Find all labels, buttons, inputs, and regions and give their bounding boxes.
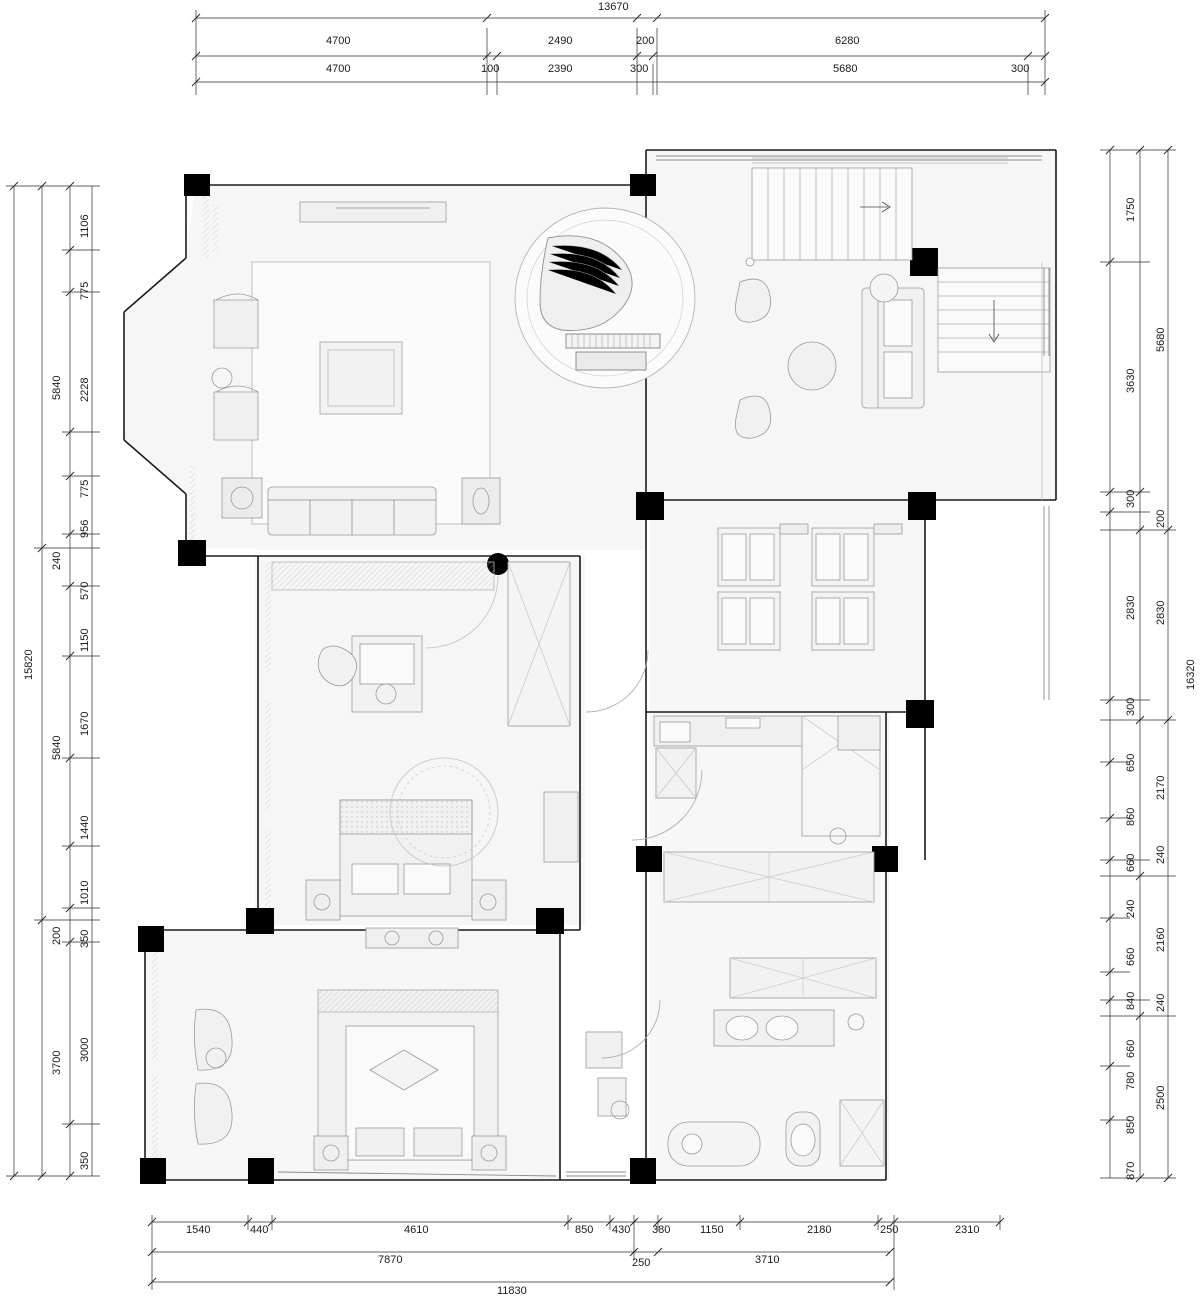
dim-left-240: 240: [51, 551, 63, 570]
dim-top1-3: 200: [636, 35, 655, 47]
dim-right-2830: 2830: [1125, 595, 1137, 620]
dim-top1-2: 2490: [548, 35, 573, 47]
dim-bot1-1: 1540: [186, 1224, 211, 1236]
dim-right-group-2170: 2170: [1155, 775, 1167, 800]
dim-left-group-5840b: 5840: [51, 735, 63, 760]
dim-top2-1: 4700: [326, 63, 351, 75]
dim-right-3630: 3630: [1125, 368, 1137, 393]
dim-right-870: 870: [1125, 1161, 1137, 1180]
dim-left-1150: 1150: [79, 628, 91, 652]
dim-top2-3: 2390: [548, 63, 573, 75]
dim-left-350a: 350: [79, 929, 91, 948]
dim-bot1-8: 2180: [807, 1224, 832, 1236]
dim-left-350b: 350: [79, 1151, 91, 1170]
dim-right-group-200a: 200: [1155, 509, 1167, 528]
dim-left-3000: 3000: [79, 1037, 91, 1062]
dim-bot1-9: 250: [880, 1224, 899, 1236]
dim-right-total: 16320: [1185, 659, 1197, 690]
dim-top2-2: 100: [481, 63, 500, 75]
dim-right-group-240a: 240: [1155, 845, 1167, 864]
dim-right-group-2160: 2160: [1155, 927, 1167, 952]
dim-top-total: 13670: [598, 1, 629, 13]
dim-left-570: 570: [79, 581, 91, 600]
left-dimension-lines: [6, 182, 100, 1180]
dim-bot1-2: 440: [250, 1224, 269, 1236]
dim-right-1750: 1750: [1125, 197, 1137, 222]
dim-right-group-2830: 2830: [1155, 600, 1167, 625]
dim-left-775a: 775: [79, 281, 91, 300]
dim-left-956: 956: [79, 519, 91, 538]
dim-bot1-3: 4610: [404, 1224, 429, 1236]
dim-right-group-240b: 240: [1155, 993, 1167, 1012]
right-dimension-lines: [1100, 146, 1176, 1182]
dim-bot2-1: 7870: [378, 1254, 403, 1266]
dim-left-1010: 1010: [79, 880, 91, 905]
dim-right-840: 840: [1125, 991, 1137, 1010]
dim-bot-total: 11830: [497, 1285, 527, 1297]
dim-bot1-5: 430: [612, 1224, 631, 1236]
dim-top2-5: 5680: [833, 63, 858, 75]
dim-bot2-2: 250: [632, 1257, 651, 1269]
dim-right-660b: 660: [1125, 947, 1137, 966]
dim-top2-6: 300: [1011, 63, 1030, 75]
dim-right-300b: 300: [1125, 697, 1137, 716]
dim-right-660a: 660: [1125, 853, 1137, 872]
dim-right-group-2500: 2500: [1155, 1085, 1167, 1110]
dim-left-1440: 1440: [79, 815, 91, 840]
dim-left-total: 15820: [23, 649, 35, 680]
dim-right-group-5680: 5680: [1155, 327, 1167, 352]
dim-right-780: 780: [1125, 1071, 1137, 1090]
dim-bot1-6: 380: [652, 1224, 671, 1236]
dim-left-1670: 1670: [79, 711, 91, 736]
dim-top2-4: 300: [630, 63, 649, 75]
dim-left-200: 200: [51, 926, 63, 945]
piano-area: [515, 208, 695, 388]
dim-bot1-4: 850: [575, 1224, 594, 1236]
dim-right-300a: 300: [1125, 489, 1137, 508]
dim-right-650: 650: [1125, 753, 1137, 772]
dim-left-group-5840a: 5840: [51, 375, 63, 400]
dim-bot1-7: 1150: [700, 1224, 724, 1236]
dim-right-240a: 240: [1125, 899, 1137, 918]
dim-right-850: 850: [1125, 1115, 1137, 1134]
dim-left-2228: 2228: [79, 377, 91, 402]
dim-left-775b: 775: [79, 479, 91, 498]
dim-top1-4: 6280: [835, 35, 860, 47]
dim-right-860: 860: [1125, 807, 1137, 826]
top-dimension-lines: [192, 10, 1049, 95]
dim-bot1-10: 2310: [955, 1224, 980, 1236]
dim-left-1106: 1106: [79, 214, 91, 238]
dim-bot2-3: 3710: [755, 1254, 780, 1266]
dim-top1-1: 4700: [326, 35, 351, 47]
dim-right-660c: 660: [1125, 1039, 1137, 1058]
dim-left-group-3700: 3700: [51, 1050, 63, 1075]
